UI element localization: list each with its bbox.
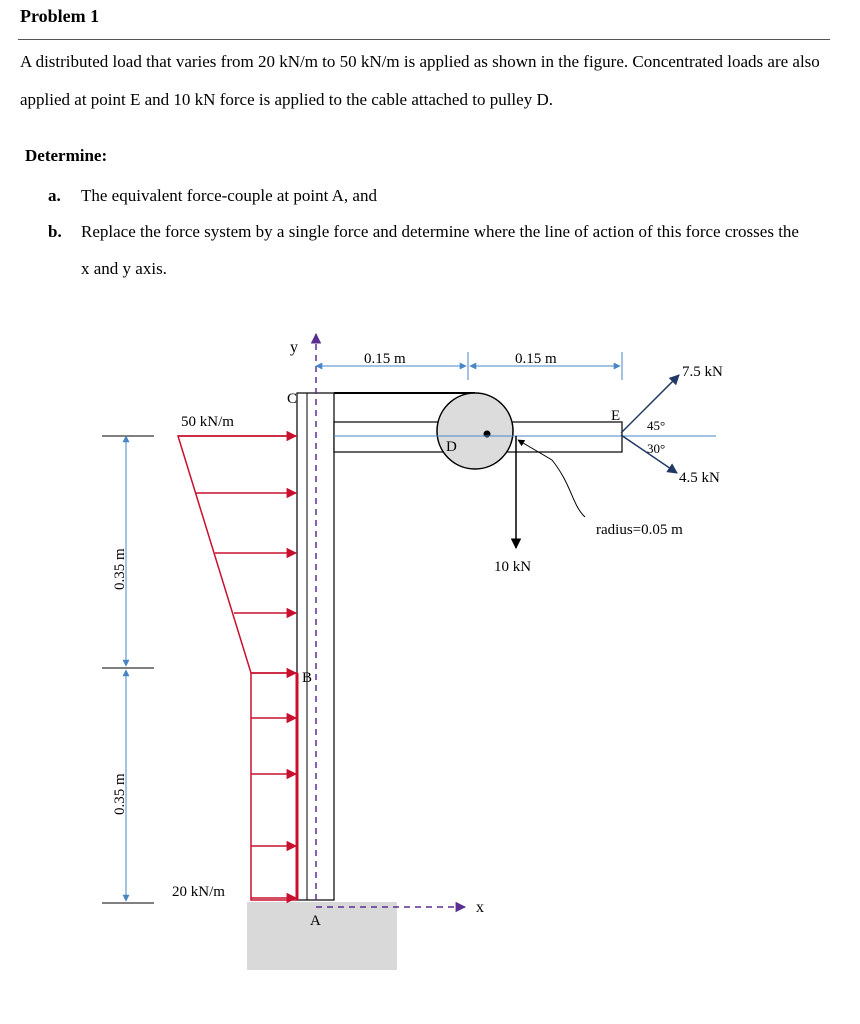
- task-item-a-text: The equivalent force-couple at point A, and: [81, 186, 377, 205]
- label-force-4.5kn: 4.5 kN: [679, 470, 720, 486]
- label-dimension-horizontal-1: 0.15 m: [364, 351, 406, 367]
- label-radius: radius=0.05 m: [596, 522, 683, 538]
- task-item-b-text: Replace the force system by a single force and determine where the line of action of this force crosses the x and y axis.: [81, 222, 799, 278]
- label-force-7.5kn: 7.5 kN: [682, 364, 723, 380]
- task-item-a-label: a.: [48, 186, 61, 205]
- ground-support: [247, 902, 397, 970]
- label-load-20: 20 kN/m: [172, 884, 225, 900]
- label-dimension-vertical-upper: 0.35 m: [112, 548, 128, 590]
- pulley-d: [437, 393, 513, 469]
- label-y-axis: y: [290, 339, 298, 356]
- label-point-b: B: [302, 670, 313, 686]
- distributed-load-outline-upper: [178, 436, 297, 673]
- problem-statement: A distributed load that varies from 20 kN/m to 50 kN/m is applied as shown in the figure. Concentrated loads are also applied at point E and 10 kN force is applied to the cable attached to pulley D.: [20, 52, 820, 109]
- label-point-c: C: [287, 391, 298, 407]
- problem-title: Problem 1: [20, 6, 100, 26]
- distributed-load-outline-lower: [251, 673, 297, 900]
- label-angle-30: 30°: [647, 441, 666, 456]
- label-cable-force: 10 kN: [494, 559, 532, 575]
- label-x-axis: x: [476, 899, 484, 916]
- label-angle-45: 45°: [647, 418, 666, 433]
- label-load-50: 50 kN/m: [181, 414, 234, 430]
- label-point-e: E: [611, 408, 621, 424]
- label-point-d: D: [446, 439, 457, 455]
- determine-heading: Determine:: [25, 146, 108, 165]
- label-dimension-vertical-lower: 0.35 m: [112, 773, 128, 815]
- task-item-b-label: b.: [48, 222, 62, 241]
- label-point-a: A: [310, 913, 321, 929]
- label-dimension-horizontal-2: 0.15 m: [515, 351, 557, 367]
